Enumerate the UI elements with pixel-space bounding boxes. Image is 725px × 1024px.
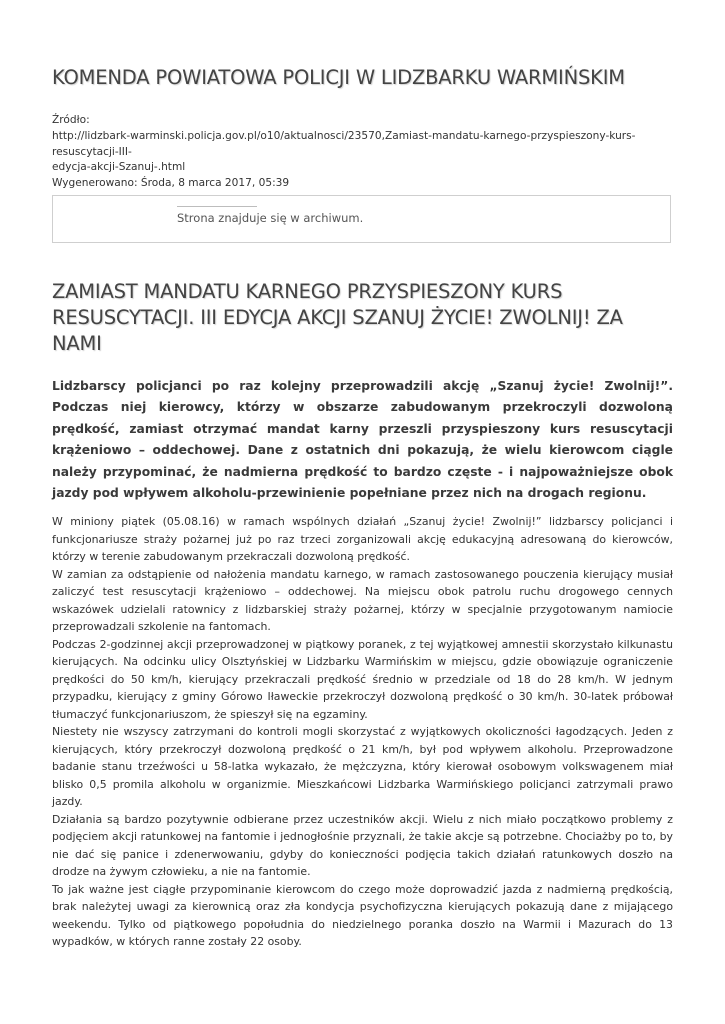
archive-notice-box — [52, 195, 671, 243]
source-url[interactable] — [52, 129, 677, 176]
article-paragraph: W miniony piątek (05.08.16) w ramach wspólnych działań „Szanuj życie! Zwolnij!” lidzbarscy policjanci i funkcjonariusze straży pożarnej już po raz trzeci zorganizowali akcję edukacyjną adresowaną do kierowców, którzy w terenie zabudowanym przekraczali dozwoloną prędkość. — [52, 515, 673, 563]
article-paragraph: To jak ważne jest ciągłe przypominanie kierowcom do czego może doprowadzić jazda z nadmierną prędkością, brak należytej uwagi za kierownicą oraz zła kondycja psychofizyczna kierujących pokazują dane z mijającego weekendu. Tylko od piątkowego popołudnia do niedzielnego poranka doszło na Warmii i Mazurach do 13 wypadków, w których ranne zostały 22 osoby. — [52, 882, 673, 948]
source-metadata — [52, 113, 677, 192]
archive-notice-text: Strona znajduje się w archiwum. — [177, 211, 364, 225]
article-paragraph: W zamian za odstąpienie od nałożenia mandatu karnego, w ramach zastosowanego pouczenia kierujący musiał zaliczyć test resuscytacji krążeniowo – oddechowej. Na miejscu obok patrolu ruchu drogowego cennych wskazówek udzielali ratownicy z lidzbarskiej straży pożarnej, którzy w specjalnie przygotowanym namiocie przeprowadzali szkolenie na fantomach. — [52, 567, 673, 633]
article-paragraph: Działania są bardzo pozytywnie odbierane przez uczestników akcji. Wielu z nich miało początkowo problemy z podjęciem akcji ratunkowej na fantomie i jednogłośnie przyznali, że takie akcje są potrzebne. Chociażby po to, by nie dać się panice i zdenerwowaniu, gdyby do konieczności podjęcia takich działań ratunkowych doszło na drodze na żywym człowieku, a nie na fantomie. — [52, 812, 673, 878]
article-lead: Lidzbarscy policjanci po raz kolejny przeprowadzili akcję „Szanuj życie! Zwolnij!”. Podczas niej kierowcy, którzy w obszarze zabudowanym przekroczyli dozwoloną prędkość, zamiast otrzymać mandat karny przeszli przyspieszony kurs resuscytacji krążeniowo – oddechowej. Dane z ostatnich dni pokazują, że wielu kierowcom ciągle należy przypominać, że nadmierna prędkość to bardzo częste - i najpoważniejsze obok jazdy pod wpływem alkoholu-przewinienie popełniane przez nich na drogach regionu. — [52, 379, 673, 501]
source-label: Źródło: — [52, 114, 90, 126]
article-paragraph: Niestety nie wszyscy zatrzymani do kontroli mogli skorzystać z wyjątkowych okoliczności łagodzących. Jeden z kierujących, który przekroczył dozwoloną prędkość o 21 km/h, był pod wpływem alkoholu. Przeprowadzone badanie stanu trzeźwości u 58-latka wykazało, że mężczyzna, który kierował osobowym volkswagenem miał blisko 0,5 promila alkoholu w organizmie. Mieszkańcowi Lidzbarka Warmińskiego policjanci zatrzymali prawo jazdy. — [52, 725, 673, 808]
article-body — [52, 513, 673, 951]
source-url-line-1[interactable]: http://lidzbark-warminski.policja.gov.pl/o10/aktualnosci/23570,Zamiast-mandatu-karnego-przyspieszony-kurs-resuscytacji-III- — [52, 129, 636, 158]
generated-date: Wygenerowano: Środa, 8 marca 2017, 05:39 — [52, 177, 290, 190]
article-paragraph: Podczas 2-godzinnej akcji przeprowadzonej w piątkowy poranek, z tej wyjątkowej amnestii skorzystało kilkunastu kierujących. Na odcinku ulicy Olsztyńskiej w Lidzbarku Warmińskim w miejscu, gdzie obowiązuje ograniczenie prędkości do 50 km/h, kierujący przekraczali prędkość średnio w przedziale od 18 do 28 km/h. W jednym przypadku, kierujący z gminy Górowo Iławeckie przekroczył dozwoloną prędkość o 30 km/h. 30-latek próbował tłumaczyć funkcjonariuszom, że spieszył się na egzaminy. — [52, 637, 673, 721]
archive-divider — [177, 206, 257, 207]
article-title: ZAMIAST MANDATU KARNEGO PRZYSPIESZONY KURS RESUSCYTACJI. III EDYCJA AKCJI SZANUJ ŻYCIE! ZWOLNIJ! ZA NAMI — [52, 280, 623, 355]
site-title: KOMENDA POWIATOWA POLICJI W LIDZBARKU WARMIŃSKIM — [52, 66, 625, 89]
source-url-line-2[interactable]: edycja-akcji-Szanuj-.html — [52, 161, 186, 174]
